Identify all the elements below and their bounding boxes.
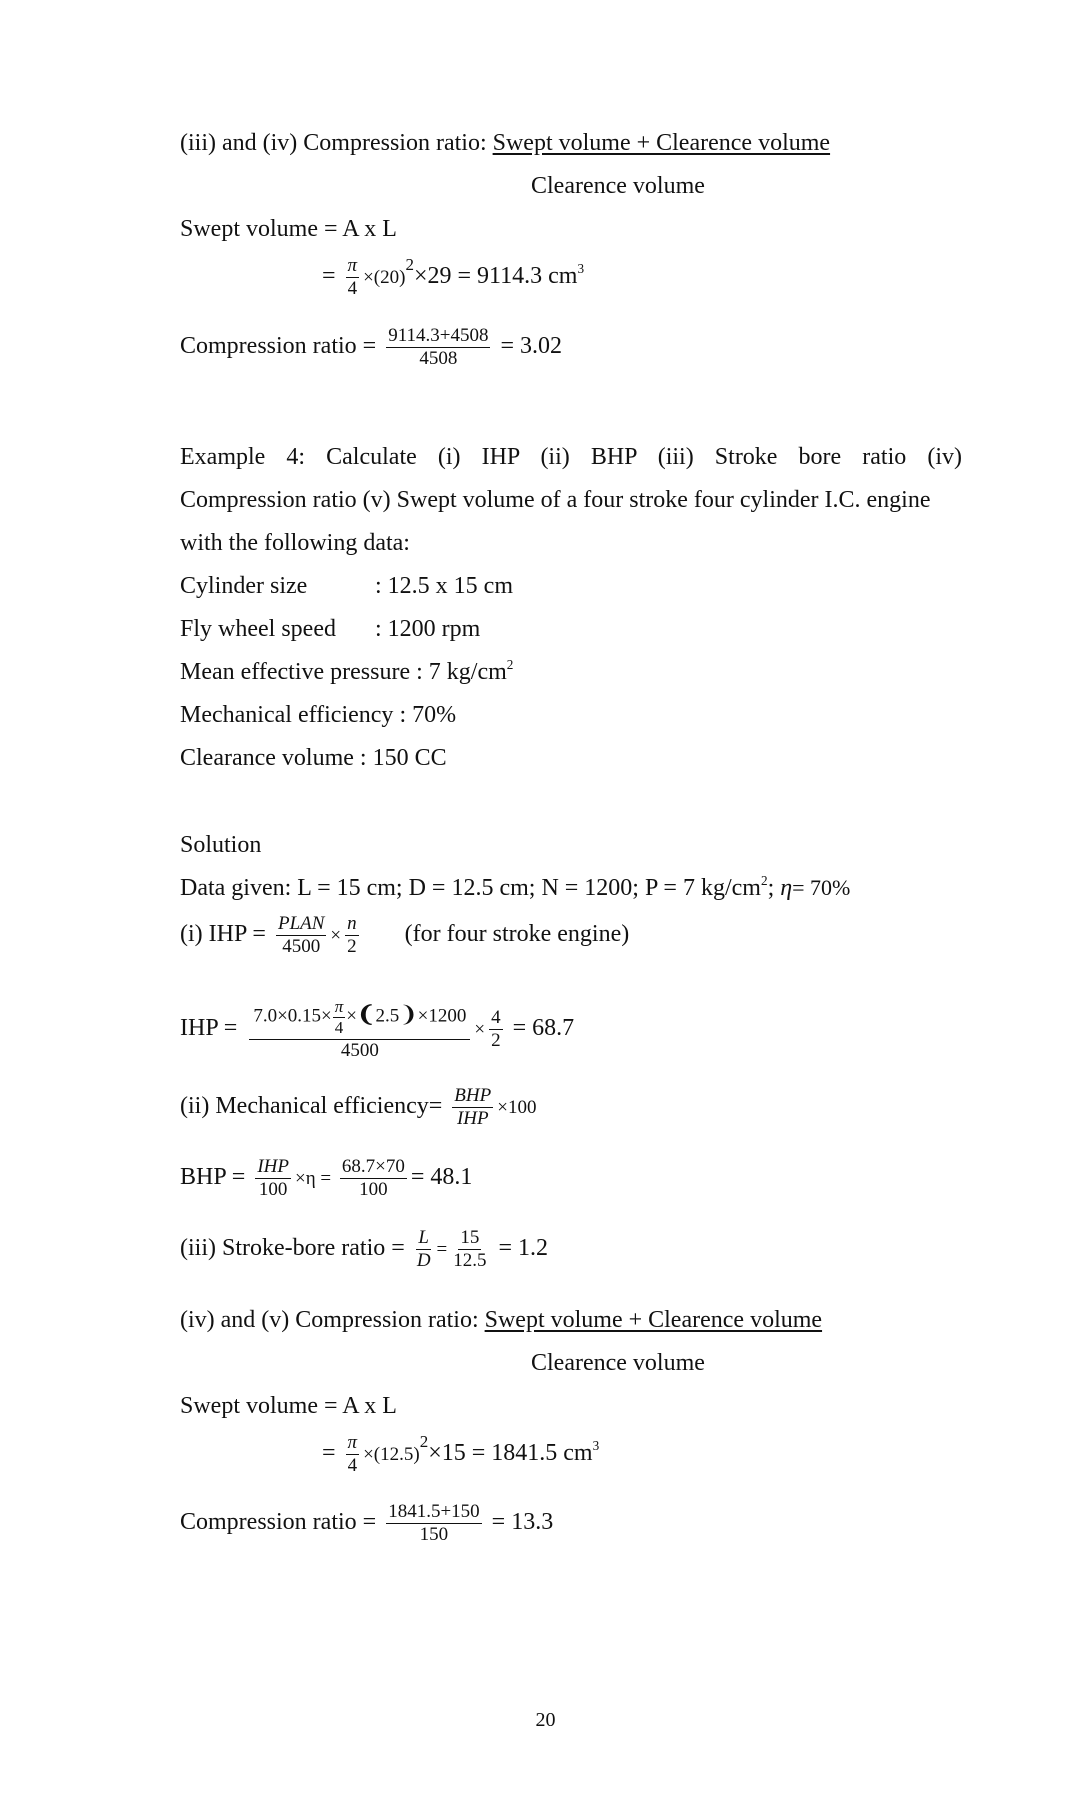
frac-den: IHP [456, 1107, 489, 1129]
equals-sign: = [322, 1439, 336, 1466]
calc-result: = 1.2 [498, 1234, 549, 1261]
pi-over-four [346, 1433, 360, 1476]
frac-den: 150 [419, 1523, 449, 1545]
exponent-cube: 3 [577, 261, 585, 277]
eta-symbol: η [780, 875, 793, 901]
frac-den: 4 [347, 277, 358, 299]
fifteen-over-12-5 [451, 1228, 488, 1271]
exponent: 2 [419, 1432, 429, 1452]
word: IHP [481, 444, 520, 470]
swept-volume-label-prev: Swept volume = A x L [180, 216, 397, 242]
ihp-big-fraction [249, 998, 470, 1061]
n-fraction [345, 914, 359, 957]
word: (iii) [657, 444, 694, 470]
ihp-over-100 [255, 1157, 291, 1200]
ihp-numerator [249, 998, 470, 1040]
data-row-mean-effective-pressure [180, 657, 513, 687]
heading-prefix: (iii) and (iv) Compression ratio: [180, 130, 493, 156]
frac-den: 2 [491, 1029, 501, 1051]
word: (ii) [540, 444, 570, 470]
exponent: 2 [405, 255, 414, 275]
frac-den: 12.5 [453, 1249, 487, 1271]
calc-part: ×(12.5) [363, 1443, 420, 1465]
calc-label: BHP = [180, 1163, 252, 1190]
frac-den: 4 [347, 1454, 358, 1476]
example-line-1 [180, 442, 962, 472]
word: BHP [590, 444, 637, 470]
data-label: Fly wheel speed [180, 616, 336, 642]
data-value: : 70% [393, 702, 457, 728]
ihp-calculation [180, 998, 574, 1061]
l-over-d [415, 1228, 433, 1271]
frac-den: 4508 [419, 347, 458, 369]
compression-ratio-calc [180, 1502, 553, 1545]
frac-num: IHP [257, 1156, 289, 1177]
compression-ratio-heading [180, 1305, 822, 1335]
frac-num: 1841.5+150 [388, 1501, 480, 1522]
num-part: ×1200 [417, 1005, 467, 1027]
frac-num: π [334, 997, 344, 1016]
mechanical-efficiency-formula [180, 1086, 536, 1129]
data-value: : 150 CC [353, 745, 447, 771]
pi-over-four [346, 256, 360, 299]
calc-result: = 48.1 [410, 1163, 473, 1190]
word: ratio [862, 444, 907, 470]
data-value: : 12.5 x 15 cm [375, 573, 513, 599]
data-value: : 1200 rpm [375, 616, 481, 642]
data-row-cylinder-size [180, 571, 513, 601]
swept-volume-calc-prev [322, 256, 584, 299]
compression-ratio-heading-prev [180, 128, 830, 158]
frac-num: 15 [460, 1227, 480, 1248]
word: 4: [286, 444, 306, 470]
calc-label: IHP = [180, 1014, 244, 1041]
product-over-100 [340, 1157, 407, 1200]
eta-value: = 70% [792, 875, 851, 900]
formula-note: (for four stroke engine) [404, 920, 630, 947]
frac-den: 100 [359, 1178, 388, 1200]
formula-denominator: Clearence volume [531, 1350, 705, 1376]
left-bracket: ❨ [357, 1001, 376, 1027]
separator: ; [767, 875, 781, 901]
frac-num: π [347, 1432, 358, 1453]
formula-numerator: Swept volume + Clearence volume [484, 1307, 823, 1333]
compression-fraction [386, 326, 490, 369]
calc-label: (iii) Stroke-bore ratio = [180, 1234, 411, 1261]
four-over-two [489, 1008, 503, 1051]
word: (i) [437, 444, 461, 470]
formula-denominator: Clearence volume [531, 173, 705, 199]
compression-ratio-calc-prev [180, 326, 562, 369]
frac-den: 2 [347, 935, 357, 957]
times-sign: × [330, 924, 342, 946]
exponent: 2 [760, 873, 768, 889]
solution-heading: Solution [180, 832, 262, 858]
ihp-formula [180, 914, 629, 957]
frac-num: 68.7×70 [341, 1156, 405, 1177]
data-value: : 7 kg/cm [410, 659, 507, 685]
frac-den: 4 [334, 1017, 344, 1037]
frac-num: L [418, 1227, 429, 1248]
data-row-flywheel-speed [180, 614, 480, 644]
bhp-over-ihp [452, 1086, 493, 1129]
data-given-text: Data given: L = 15 cm; D = 12.5 cm; N = 1200; P = 7 kg/cm [180, 875, 761, 901]
word: Example [180, 444, 266, 470]
calc-label: Compression ratio = [180, 332, 383, 359]
frac-den: D [416, 1249, 431, 1271]
example-line-3: with the following data: [180, 530, 410, 556]
word: Calculate [326, 444, 417, 470]
data-row-clearance-volume [180, 743, 447, 773]
ihp-denominator: 4500 [340, 1039, 379, 1061]
frac-num: 4 [491, 1006, 501, 1028]
formula-numerator: Swept volume + Clearence volume [492, 130, 831, 156]
exponent-cube: 3 [592, 1438, 600, 1454]
calc-result: ×15 = 1841.5 cm [428, 1439, 593, 1466]
formula-label: (ii) Mechanical efficiency= [180, 1092, 449, 1119]
data-label: Cylinder size [180, 573, 308, 599]
equals-sign: = [322, 262, 336, 289]
frac-num: PLAN [277, 913, 325, 934]
formula-tail: ×100 [497, 1096, 537, 1118]
calc-label: Compression ratio = [180, 1508, 383, 1535]
bhp-calculation [180, 1157, 472, 1200]
word: Stroke [714, 444, 778, 470]
equals-sign: = [436, 1238, 448, 1260]
right-bracket: ❩ [399, 1001, 418, 1027]
exponent: 2 [506, 657, 514, 673]
data-label: Mechanical efficiency [180, 702, 394, 728]
plan-fraction [276, 914, 326, 957]
num-part: × [346, 1005, 358, 1027]
formula-label: (i) IHP = [180, 920, 272, 947]
num-value: 2.5 [375, 1005, 400, 1027]
compression-fraction [386, 1502, 481, 1545]
example-line-2: Compression ratio (v) Swept volume of a four stroke four cylinder I.C. engine [180, 487, 931, 513]
stroke-bore-ratio [180, 1228, 548, 1271]
data-label: Mean effective pressure [180, 659, 411, 685]
frac-num: n [347, 913, 357, 934]
calc-part: ×(20) [363, 266, 406, 288]
calc-result: = 68.7 [512, 1014, 575, 1041]
word: bore [798, 444, 842, 470]
swept-volume-calc [322, 1433, 599, 1476]
data-label: Clearance volume [180, 745, 354, 771]
swept-volume-label: Swept volume = A x L [180, 1393, 397, 1419]
frac-den: 4500 [282, 935, 321, 957]
frac-den: 100 [258, 1178, 288, 1200]
frac-num: BHP [454, 1085, 492, 1106]
calc-result: ×29 = 9114.3 cm [413, 262, 578, 289]
num-part: 7.0×0.15× [253, 1005, 332, 1027]
calc-mid: ×η = [295, 1167, 336, 1189]
data-given-line [180, 873, 850, 903]
frac-num: 9114.3+4508 [388, 325, 489, 346]
pi-over-four [333, 998, 346, 1037]
calc-result: = 13.3 [491, 1508, 554, 1535]
times-sign: × [474, 1018, 486, 1040]
data-row-mechanical-efficiency [180, 700, 456, 730]
heading-prefix: (iv) and (v) Compression ratio: [180, 1307, 485, 1333]
page-number: 20 [535, 1709, 556, 1731]
calc-result: = 3.02 [500, 332, 562, 359]
word: (iv) [927, 444, 962, 470]
frac-num: π [347, 255, 358, 276]
